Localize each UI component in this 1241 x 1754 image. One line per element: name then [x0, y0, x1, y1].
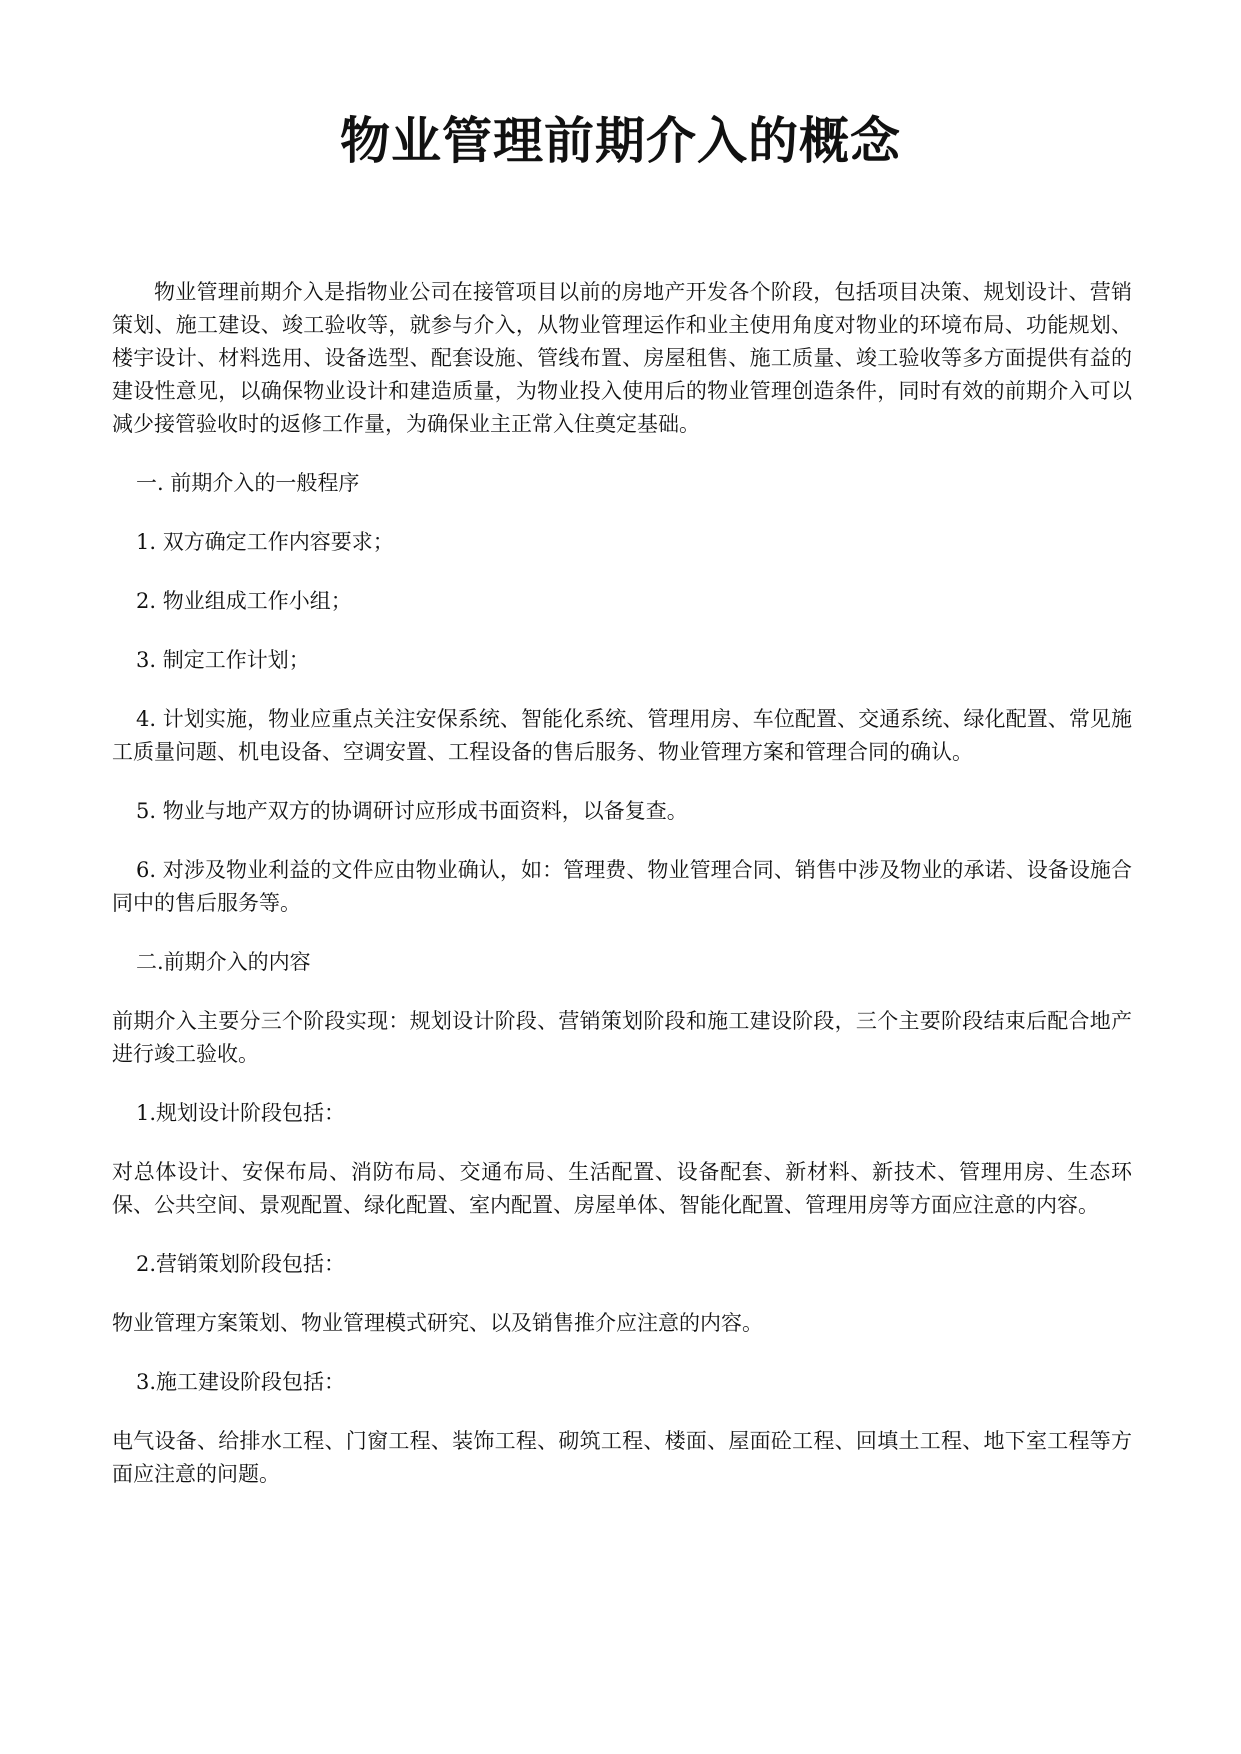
- procedure-item-1: 1. 双方确定工作内容要求；: [136, 530, 394, 554]
- document-body: [112, 276, 1132, 1491]
- stage-2-heading: 2.营销策划阶段包括：: [136, 1252, 346, 1276]
- intro-paragraph: 物业管理前期介入是指物业公司在接管项目以前的房地产开发各个阶段，包括项目决策、规划设计、营销策划、施工建设、竣工验收等，就参与介入，从物业管理运作和业主使用角度对物业的环境布局、功能规划、楼宇设计、材料选用、设备选型、配套设施、管线布置、房屋租售、施工质量、竣工验收等多方面提供有益的建设性意见，以确保物业设计和建造质量，为物业投入使用后的物业管理创造条件，同时有效的前期介入可以减少接管验收时的返修工作量，为确保业主正常入住奠定基础。: [112, 280, 1132, 436]
- procedure-item-6: 6. 对涉及物业利益的文件应由物业确认，如：管理费、物业管理合同、销售中涉及物业的承诺、设备设施合同中的售后服务等。: [112, 858, 1132, 915]
- stage-1-text: 对总体设计、安保布局、消防布局、交通布局、生活配置、设备配套、新材料、新技术、管理用房、生态环保、公共空间、景观配置、绿化配置、室内配置、房屋单体、智能化配置、管理用房等方面应注意的内容。: [112, 1160, 1132, 1217]
- stage-3-heading: 3.施工建设阶段包括：: [136, 1370, 346, 1394]
- section1-heading: 一. 前期介入的一般程序: [136, 471, 360, 495]
- document-title: 物业管理前期介入的概念: [340, 112, 901, 170]
- procedure-item-4: 4. 计划实施，物业应重点关注安保系统、智能化系统、管理用房、车位配置、交通系统、绿化配置、常见施工质量问题、机电设备、空调安置、工程设备的售后服务、物业管理方案和管理合同的确认。: [112, 707, 1132, 764]
- stage-1-heading: 1.规划设计阶段包括：: [136, 1101, 346, 1125]
- stage-3-text: 电气设备、给排水工程、门窗工程、装饰工程、砌筑工程、楼面、屋面砼工程、回填土工程、地下室工程等方面应注意的问题。: [112, 1429, 1132, 1486]
- section2-summary: 前期介入主要分三个阶段实现：规划设计阶段、营销策划阶段和施工建设阶段，三个主要阶段结束后配合地产进行竣工验收。: [112, 1009, 1132, 1066]
- procedure-item-2: 2. 物业组成工作小组；: [136, 589, 352, 613]
- procedure-item-3: 3. 制定工作计划；: [136, 648, 310, 672]
- procedure-item-5: 5. 物业与地产双方的协调研讨应形成书面资料，以备复查。: [136, 799, 688, 823]
- stage-2-text: 物业管理方案策划、物业管理模式研究、以及销售推介应注意的内容。: [112, 1311, 763, 1335]
- section2-heading: 二.前期介入的内容: [136, 950, 311, 974]
